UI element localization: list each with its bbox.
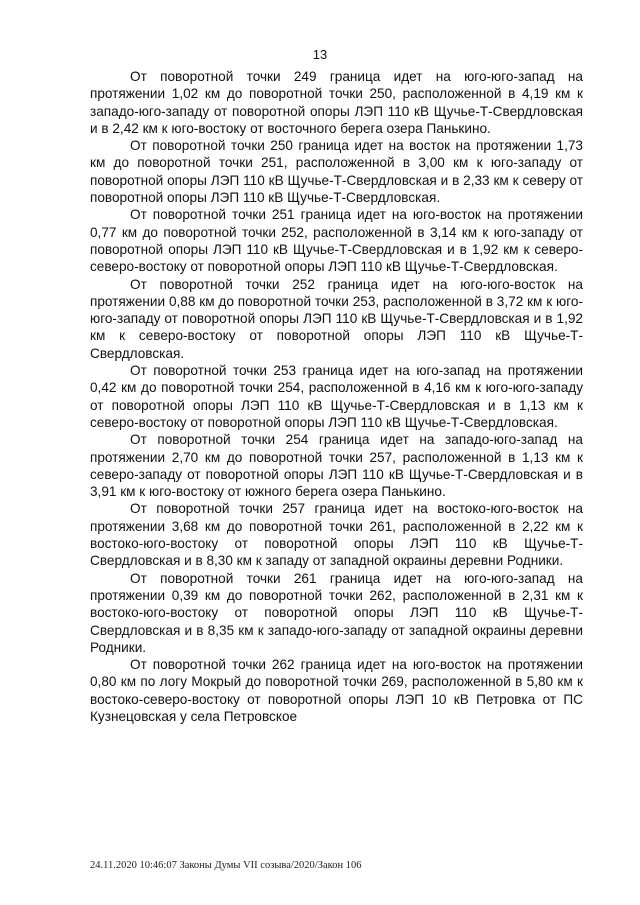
document-body [90, 68, 583, 725]
footer-stamp: 24.11.2020 10:46:07 Законы Думы VII созыва/2020/Закон 106 [90, 860, 362, 871]
paragraph: От поворотной точки 254 граница идет на западо-юго-запад на протяжении 2,70 км до поворотной точки 257, расположенной в 1,13 км к северо-западу от поворотной опоры ЛЭП 110 кВ Щучье-Т-Свердловская и в 3,91 км к юго-востоку от южного берега озера Панькино. [90, 432, 583, 500]
paragraph: От поворотной точки 251 граница идет на юго-восток на протяжении 0,77 км до поворотной точки 252, расположенной в 3,14 км к юго-западу от поворотной опоры ЛЭП 110 кВ Щучье-Т-Свердловская и в 1,92 км к северо-северо-востоку от поворотной опоры ЛЭП 110 кВ Щучье-Т-Свердловская. [90, 207, 583, 275]
paragraph: От поворотной точки 261 граница идет на юго-юго-запад на протяжении 0,39 км до поворотной точки 262, расположенной в 2,31 км к востоко-юго-востоку от поворотной опоры ЛЭП 110 кВ Щучье-Т-Свердловская и в 8,35 км к западо-юго-западу от западной окраины деревни Родники. [90, 570, 583, 655]
paragraph: От поворотной точки 252 граница идет на юго-юго-восток на протяжении 0,88 км до поворотной точки 253, расположенной в 3,72 км к юго-юго-западу от поворотной опоры ЛЭП 110 кВ Щучье-Т-Свердловская и в 1,92 км к северо-востоку от поворотной опоры ЛЭП 110 кВ Щучье-Т-Свердловская. [90, 276, 583, 361]
paragraph: От поворотной точки 262 граница идет на юго-восток на протяжении 0,80 км по логу Мокрый до поворотной точки 269, расположенной в 5,80 км к востоко-северо-востоку от поворотной опоры ЛЭП 10 кВ Петровка от ПС Кузнецовская у села Петровское [90, 657, 583, 724]
paragraph: От поворотной точки 257 граница идет на востоко-юго-восток на протяжении 3,68 км до поворотной точки 261, расположенной в 2,22 км к востоко-юго-востоку от поворотной опоры ЛЭП 110 кВ Щучье-Т-Свердловская и в 8,30 км к западу от западной окраины деревни Родники. [90, 501, 583, 569]
paragraph: От поворотной точки 249 граница идет на юго-юго-запад на протяжении 1,02 км до поворотной точки 250, расположенной в 4,19 км к западо-юго-западу от поворотной опоры ЛЭП 110 кВ Щучье-Т-Свердловская и в 2,42 км к юго-востоку от восточного берега озера Панькино. [90, 69, 583, 136]
paragraph: От поворотной точки 250 граница идет на восток на протяжении 1,73 км до поворотной точки 251, расположенной в 3,00 км к юго-западу от поворотной опоры ЛЭП 110 кВ Щучье-Т-Свердловская и в 2,33 км к северу от поворотной опоры ЛЭП 110 кВ Щучье-Т-Свердловская. [90, 138, 583, 206]
page-number: 13 [312, 47, 328, 62]
paragraph: От поворотной точки 253 граница идет на юго-запад на протяжении 0,42 км до поворотной точки 254, расположенной в 4,16 км к юго-юго-западу от поворотной опоры ЛЭП 110 кВ Щучье-Т-Свердловская и в 1,13 км к северо-востоку от поворотной опоры ЛЭП 110 кВ Щучье-Т-Свердловская. [90, 363, 583, 430]
